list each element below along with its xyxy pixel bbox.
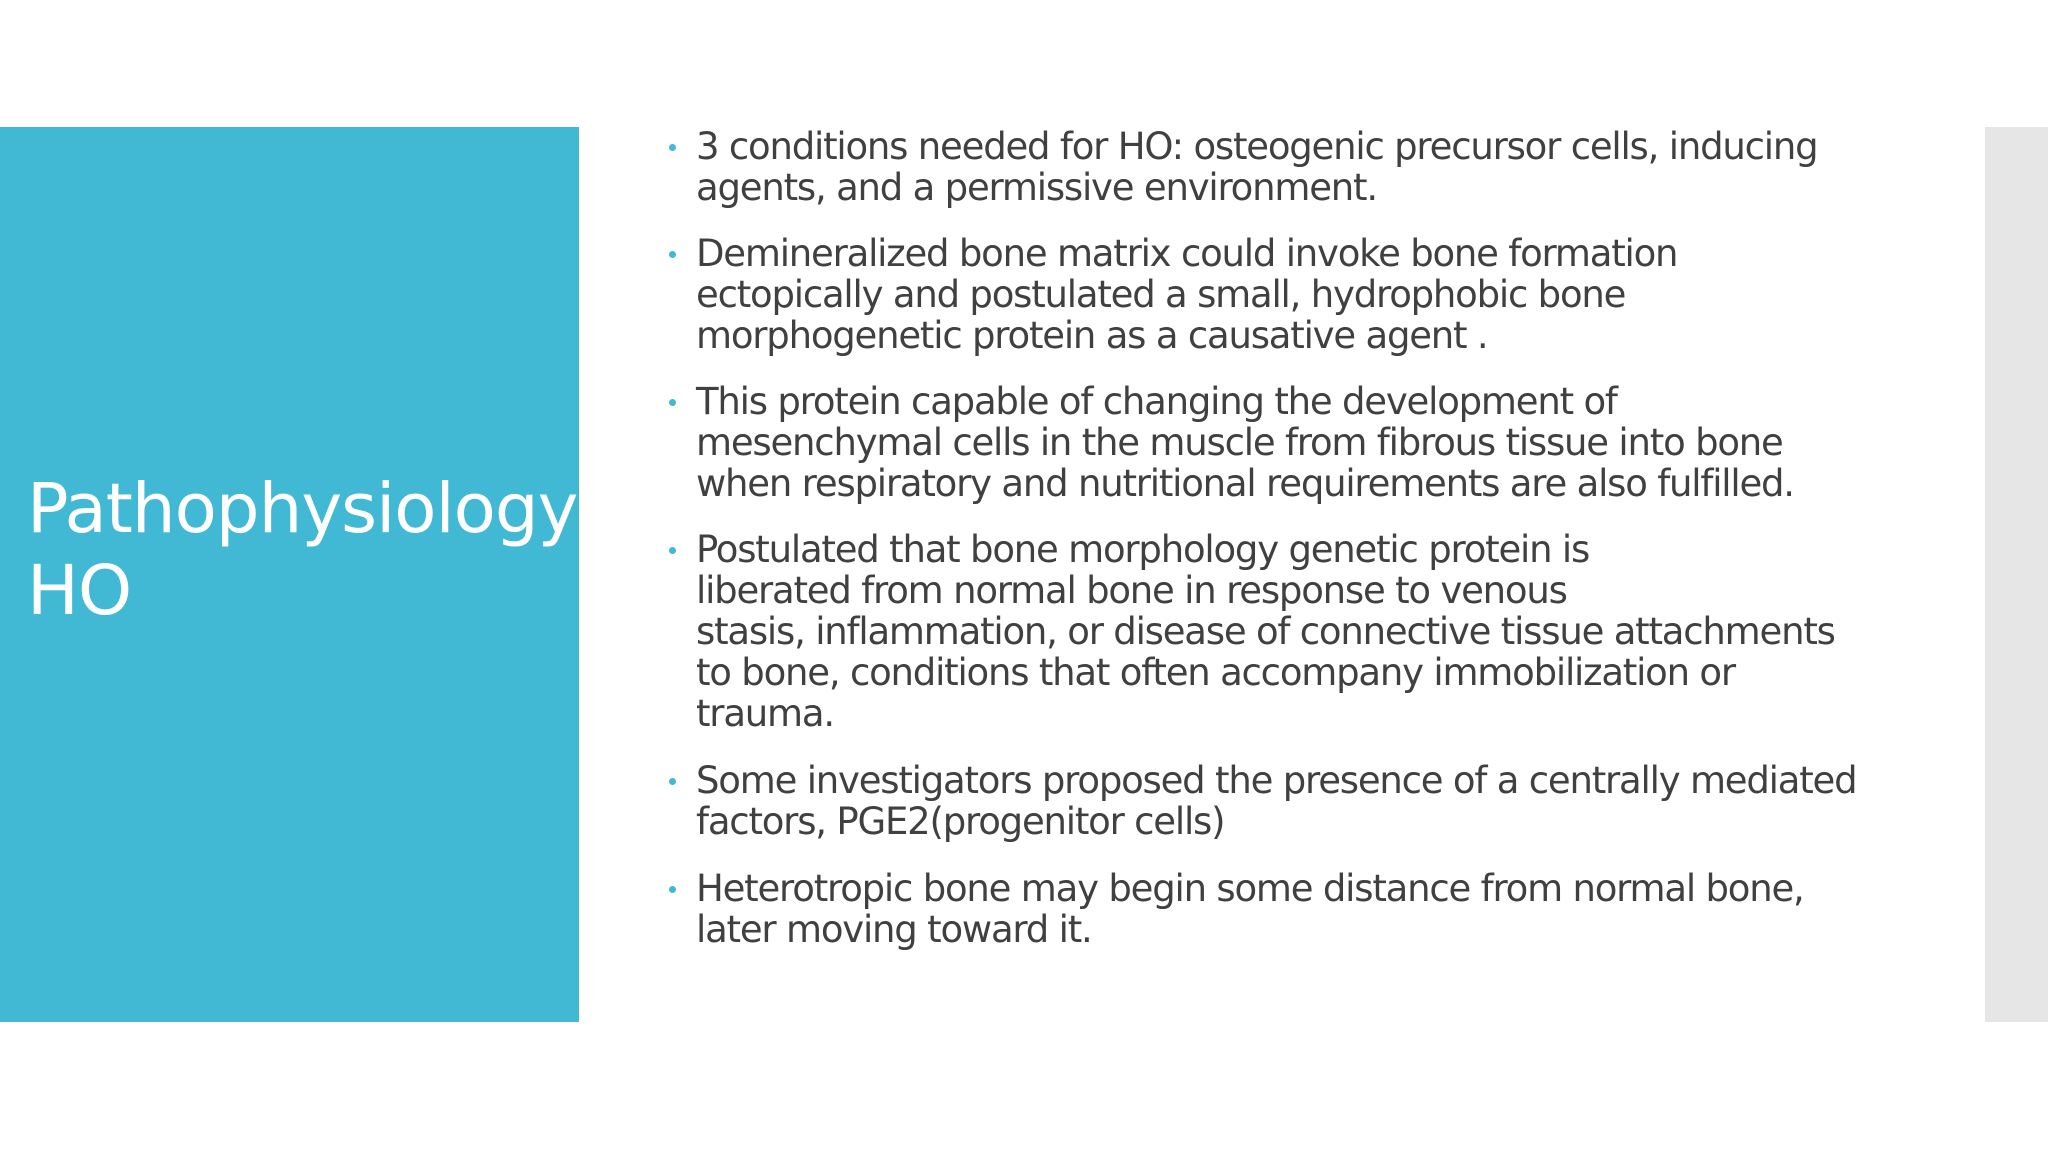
bullet-item	[665, 233, 1895, 356]
bullet-point-icon	[669, 399, 676, 406]
bullet-item	[665, 868, 1895, 950]
bullet-text: 3 conditions needed for HO: osteogenic precursor cells, inducing agents, and a permissive environment.	[696, 125, 1818, 209]
bullet-text: Postulated that bone morphology genetic protein is liberated from normal bone in response to venous stasis, inflammation, or disease of connective tissue attachments to bone, conditions that often accompany immobilization or trauma.	[696, 528, 1835, 735]
bullet-text: Some investigators proposed the presence of a centrally mediated factors, PGE2(progenitor cells)	[696, 759, 1857, 843]
slide-title	[27, 468, 578, 632]
right-side-strip	[1985, 127, 2048, 1022]
bullet-item	[665, 126, 1895, 208]
bullet-item	[665, 381, 1895, 504]
bullet-point-icon	[669, 251, 676, 258]
bullet-point-icon	[669, 886, 676, 893]
bullet-point-icon	[669, 778, 676, 785]
bullet-point-icon	[669, 144, 676, 151]
bullet-text: Demineralized bone matrix could invoke bone formation ectopically and postulated a small, hydrophobic bone morphogenetic protein as a causative agent .	[696, 232, 1678, 357]
bullet-item	[665, 529, 1895, 734]
bullet-text: Heterotropic bone may begin some distance from normal bone, later moving toward it.	[696, 867, 1804, 951]
slide-title-line-2: HO	[27, 551, 132, 631]
bullet-point-icon	[669, 547, 676, 554]
bullet-item	[665, 760, 1895, 842]
bullet-text: This protein capable of changing the development of mesenchymal cells in the muscle from fibrous tissue into bone when respiratory and nutritional requirements are also fulfilled.	[696, 380, 1794, 505]
slide-title-line-1: Pathophysiology	[27, 469, 578, 549]
